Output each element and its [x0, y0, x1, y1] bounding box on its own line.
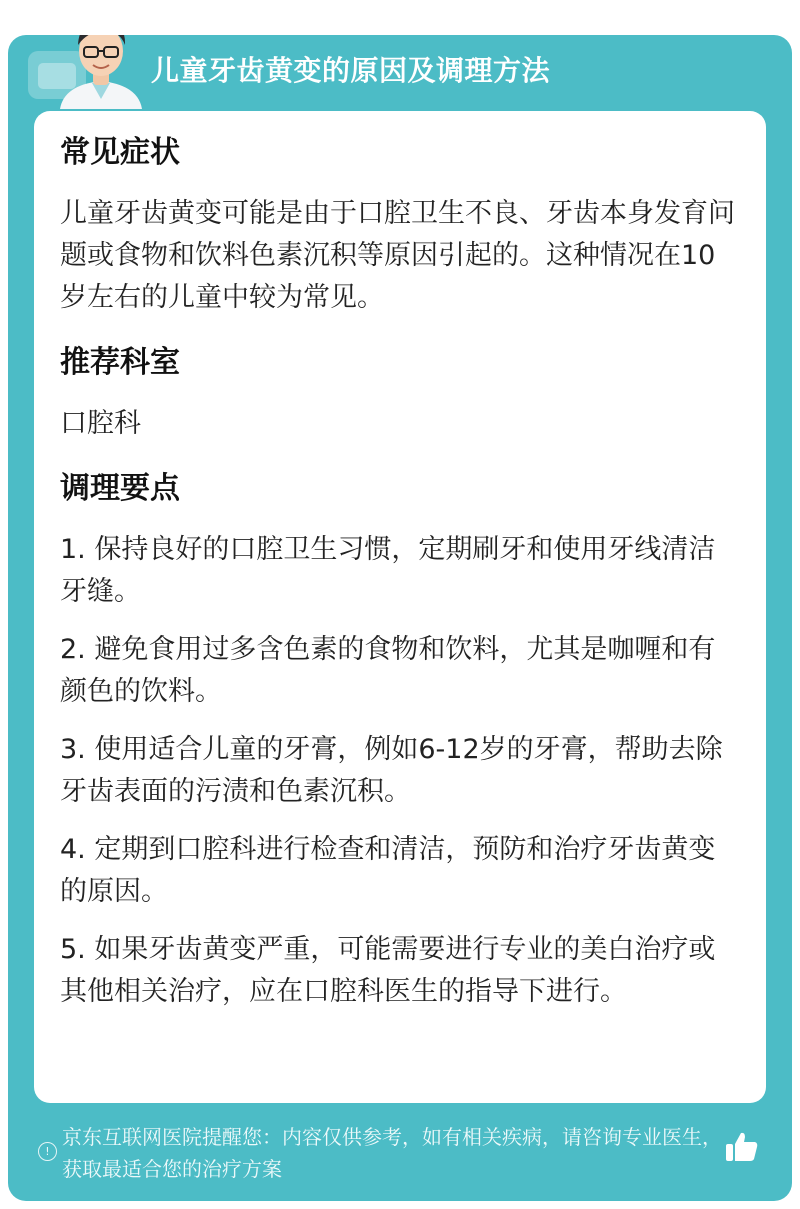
care-item: 2. 避免食用过多含色素的食物和饮料，尤其是咖喱和有颜色的饮料。: [60, 634, 716, 707]
care-item: 3. 使用适合儿童的牙膏，例如6-12岁的牙膏，帮助去除牙齿表面的污渍和色素沉积。: [60, 734, 723, 807]
symptoms-text: 儿童牙齿黄变可能是由于口腔卫生不良、牙齿本身发育问题或食物和饮料色素沉积等原因引起的。这种情况在10岁左右的儿童中较为常见。: [60, 198, 735, 313]
care-item: 4. 定期到口腔科进行检查和清洁，预防和治疗牙齿黄变的原因。: [60, 834, 716, 907]
page-title: 儿童牙齿黄变的原因及调理方法: [151, 54, 551, 87]
info-icon: !: [38, 1142, 57, 1161]
section-title-symptoms: 常见症状: [60, 135, 180, 170]
doctor-avatar: [46, 35, 156, 109]
disclaimer-text: 京东互联网医院提醒您：内容仅供参考，如有相关疾病，请咨询专业医生，获取最适合您的治疗方案: [62, 1125, 722, 1181]
section-title-care: 调理要点: [60, 471, 180, 506]
section-title-department: 推荐科室: [60, 345, 180, 380]
department-text: 口腔科: [60, 408, 141, 439]
care-item: 5. 如果牙齿黄变严重，可能需要进行专业的美白治疗或其他相关治疗，应在口腔科医生的指导下进行。: [60, 934, 716, 1007]
care-item: 1. 保持良好的口腔卫生习惯，定期刷牙和使用牙线清洁牙缝。: [60, 534, 716, 607]
thumbs-up-icon[interactable]: [724, 1129, 760, 1165]
footer: [8, 1115, 792, 1201]
content-panel: [34, 111, 766, 1103]
card-header: [8, 35, 792, 109]
info-card: [8, 35, 792, 1201]
